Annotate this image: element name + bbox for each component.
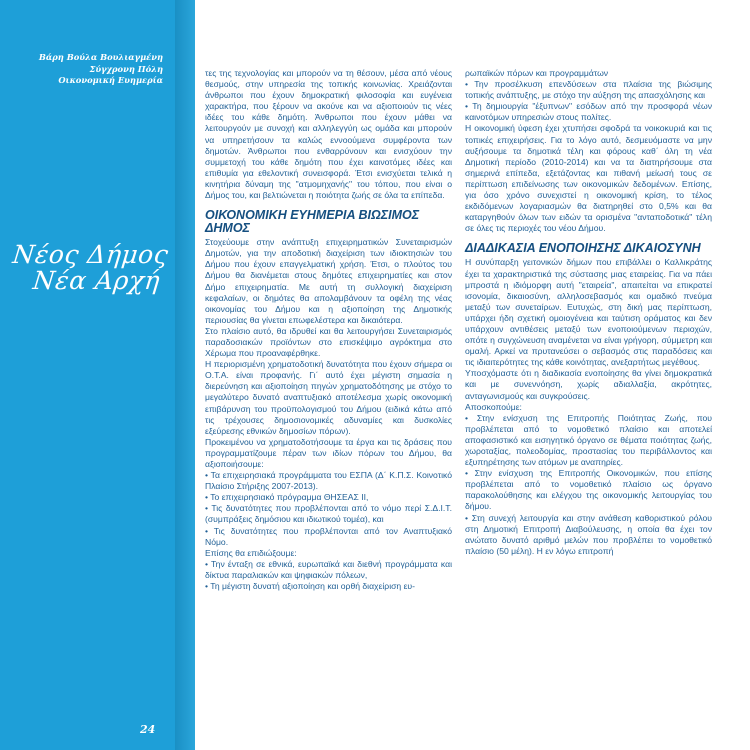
paragraph: Αποσκοπούμε: xyxy=(465,401,522,412)
paragraph: τες της τεχνολογίας και μπορούν να τη θέσουν, μέσα από νέους θεσμούς, στην υπηρεσία της τοπικής κοινωνίας. Χρειάζονται άνθρωποι που έχουν δημοκρατική φιλοσοφία και ευγένεια χαρακτήρα, που ξέρουν να ακούνε και να αξιοποιούν τις νέες ιδέες του κάθε δημότη. Άνθρωποι που έχουν μάθει να λειτουργούν με συνοχή και αλληλεγγύη ως ομάδα και μπορούν να υπηρετήσουν τα καλώς εννοούμενα συμφέροντα των δημοτών. Άνθρωποι που ενθαρρύνουν και ενισχύουν την συμμετοχή του κάθε δημότη που έχει καινοτόμες ιδέες και επιθυμία για εθελοντική συνεισφορά. Έτσι ενισχύεται τελικά η κινητήρια δύναμη της "ατμομηχανής" του τόπου, που είναι ο Δήμος του, και βελτιώνεται η ποιότητα ζωής σε όλα τα επίπεδα. xyxy=(205,68,452,201)
sidebar xyxy=(0,0,175,750)
list-item: • Την ένταξη σε εθνικά, ευρωπαϊκά και διεθνή προγράμματα και δίκτυα παραλιακών και ψηφιακών πόλεων, xyxy=(205,558,452,580)
paragraph: Η συνύπαρξη γειτονικών δήμων που επιβάλλει ο Καλλικράτης έχει τα χαρακτηριστικά της σύστασης μιας εταιρείας. Για να πάει μπροστά η ιδιόμορφη αυτή "εταιρεία", απαιτείται να επικρατεί ισονομία, δικαιοσύνη, αλληλοσεβασμός και ομαδικό πνεύμα μεταξύ των συνεταίρων. Ευτυχώς, στη δική μας περίπτωση, υπάρχει ήδη σχετική ομοιογένεια και ταύτιση οράματος και δεν υπάρχουν αντιθέσεις μεταξύ των ενοποιούμενων περιοχών, οπότε η συγχώνευση αναμένεται να είναι γρήγορη, σύμμετρη και ομαλή. Αρκεί να πρυτανεύσει ο σεβασμός στις παραδόσεις και τις ιδιαιτερότητες της κάθε κοινότητας, ανεξαρτήτως μεγέθους. xyxy=(465,257,712,368)
paragraph: Η περιορισμένη χρηματοδοτική δυνατότητα που έχουν σήμερα οι Ο.Τ.Α. είναι προφανής. Γι΄ αυτό έχει μέγιστη σημασία η διερεύνηση και αξιοποίηση πηγών χρηματοδότησης με στόχο το μεγαλύτερο δυνατό αναπτυξιακό αποτέλεσμα χωρίς οικονομική επιβάρυνση του προϋπολογισμού του Δήμου (ειδικά κάτω από τις τρέχουσες δημοσιονομικές αδυναμίες και δυσκολίες εξεύρεσης εθνικών δημοσίων πόρων). xyxy=(205,359,452,436)
meta-line-1: Βάρη Βούλα Βουλιαγμένη xyxy=(38,52,163,62)
column-left xyxy=(205,68,452,592)
paragraph: Στο πλαίσιο αυτό, θα ιδρυθεί και θα λειτουργήσει Συνεταιρισμός παραδοσιακών προϊόντων στο επισκέψιμο αγρόκτημα στο Χέρωμα που προαναφέρθηκε. xyxy=(205,325,452,359)
meta-line-3: Οικονομική Ευημερία xyxy=(58,75,163,85)
list-item: • Τη δημιουργία "έξυπνων" εσόδων από την προσφορά νέων καινοτόμων υπηρεσιών στους πολίτες. xyxy=(465,101,712,123)
paragraph: ρωπαϊκών πόρων και προγραμμάτων xyxy=(465,68,609,78)
paragraph: Υποσχόμαστε ότι η διαδικασία ενοποίησης θα γίνει δημοκρατικά και με συνεννόηση, χωρίς αδιαλλαξία, ακρότητες, ανταγωνισμούς και συγκρούσεις. xyxy=(465,368,712,401)
column-right xyxy=(465,68,712,557)
list-item: • Στη συνεχή λειτουργία και στην ανάθεση καθοριστικού ρόλου στη Δημοτική Επιτροπή Διαβούλευσης, η οποία θα έχει τον ανώτατο δυνατό αριθμό μελών που προβλέπει το νομοθετικό πλαίσιο (50 μέλη). Η εν λόγω επιτροπή xyxy=(465,512,712,556)
list-item: • Την προσέλκυση επενδύσεων στα πλαίσια της βιώσιμης τοπικής ανάπτυξης, με στόχο την αύξηση της απασχόλησης και xyxy=(465,79,712,101)
page-number: 24 xyxy=(140,723,156,736)
section-heading-merger: ΔΙΑΔΙΚΑΣΙΑ ΕΝΟΠΟΙΗΣΗΣ ΔΙΚΑΙΟΣΥΝΗ xyxy=(465,241,701,256)
paragraph: Στοχεύουμε στην ανάπτυξη επιχειρηματικών Συνεταιρισμών Δημοτών, για την αποδοτική διαχείριση των ιδιοκτησιών του Δήμου που έχουν επαγγελματική χρήση. Έτσι, ο πλούτος του Δήμου θα διανέμεται στους δημότες επιχειρηματίες και στον Δήμο επιχειρηματία. Με αυτή τη συλλογική διαχείριση κεφαλαίων, οι δημότες θα απολαμβάνουν τα οφέλη της νέας οικονομίας του Δήμου και η αξιοποίηση της Δημοτικής περιουσίας θα γίνεται επωφελέστερα και δικαιότερα. xyxy=(205,237,452,325)
list-item: • Το επιχειρησιακό πρόγραμμα ΘΗΣΕΑΣ ΙΙ, xyxy=(205,492,369,503)
paragraph: Προκειμένου να χρηματοδοτήσουμε τα έργα και τις δράσεις που προγραμματίζουμε πέραν των ιδίων πόρων του Δήμου, θα αξιοποιήσουμε: xyxy=(205,436,452,469)
list-item: • Τη μέγιστη δυνατή αξιοποίηση και ορθή διαχείριση ευ- xyxy=(205,581,415,592)
list-item: • Τις δυνατότητες που προβλέπονται από τον Αναπτυξιακό Νόμο. xyxy=(205,525,452,547)
paragraph: Επίσης θα επιδιώξουμε: xyxy=(205,547,297,558)
paragraph: Η οικονομική ύφεση έχει χτυπήσει σφοδρά τα νοικοκυριά και τις τοπικές επιχειρήσεις. Για το λόγο αυτό, δεσμευόμαστε να μην αυξήσουμε τα δημοτικά τέλη και φόρους καθ΄ όλη τη νέα Δημοτική περίοδο (2010-2014) και να τα διατηρήσουμε στα σημερινά επίπεδα, εξετάζοντας και πιθανή μείωσή τους σε περίπτωση επιδείνωσης των οικονομικών δεδομένων. Επίσης, για όσο χρόνο συνεχιστεί η οικονομική κρίση, το τέλος εκδιδόμενων λογαριασμών θα διατηρηθεί στο 0,5% και θα καταργηθούν όλων των ειδών τα ορισμένα "ανταποδοτικά" τέλη σε όλες τις περιοχές του νέου Δήμου. xyxy=(465,123,712,234)
meta-line-2: Σύγχρονη Πόλη xyxy=(89,63,163,74)
campaign-meta xyxy=(39,52,163,87)
section-heading-economy: ΟΙΚΟΝΟΜΙΚΗ ΕΥΗΜΕΡΙΑ ΒΙΩΣΙΜΟΣ ΔΗΜΟΣ xyxy=(205,208,420,236)
list-item: • Στην ενίσχυση της Επιτροπής Ποιότητας Ζωής, που προβλέπεται από το νομοθετικό πλαίσιο και αποτελεί αποφασιστικό και εισηγητικό όργανο σε θέματα ποιότητας ζωής, χωροταξίας, πολεοδομίας, προστασίας του περιβάλλοντος και εξυπηρέτησης των ατόμων με αναπηρίες. xyxy=(465,412,712,468)
slogan-line-1: Νέος Δήμος xyxy=(11,240,170,269)
list-item: • Στην ενίσχυση της Επιτροπής Οικονομικών, που επίσης προβλέπεται από το νομοθετικό πλαίσιο ως όργανο παρακολούθησης και ελέγχου της οικονομικής λειτουργίας του δήμου. xyxy=(465,468,712,512)
list-item: • Τις δυνατότητες που προβλέπονται από το νόμο περί Σ.Δ.Ι.Τ. (συμπράξεις δημόσιου και ιδιωτικού τομέα), και xyxy=(205,503,452,525)
sidebar-edge xyxy=(175,0,195,750)
slogan-line-2: Νέα Αρχή xyxy=(31,266,162,295)
list-item: • Τα επιχειρησιακά προγράμματα του ΕΣΠΑ (Δ΄ Κ.Π.Σ. Κοινοτικό Πλαίσιο Στήριξης 2007-2013). xyxy=(205,470,452,492)
